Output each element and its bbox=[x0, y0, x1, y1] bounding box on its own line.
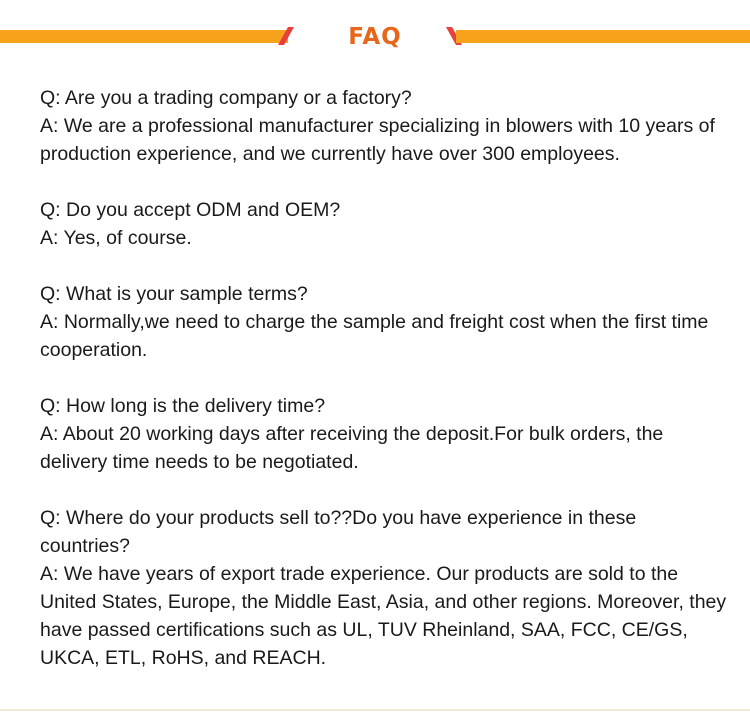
faq-answer: A: We are a professional manufacturer specializing in blowers with 10 years of production experience, and we currently have over 300 employees. bbox=[40, 115, 715, 165]
faq-header bbox=[0, 0, 750, 60]
faq-item bbox=[40, 84, 730, 168]
faq-answer: A: Normally,we need to charge the sample and freight cost when the first time cooperation. bbox=[40, 311, 709, 361]
faq-item bbox=[40, 196, 730, 252]
footer-divider bbox=[0, 709, 750, 711]
faq-item bbox=[40, 392, 730, 476]
faq-question: Q: Are you a trading company or a factory? bbox=[40, 87, 412, 109]
faq-answer: A: We have years of export trade experience. Our products are sold to the United States, Europe, the Middle East, Asia, and other regions. Moreover, they have passed certifications such as UL, TUV Rheinland, SAA, FCC, CE/GS, UKCA, ETL, RoHS, and REACH. bbox=[40, 563, 727, 669]
faq-answer: A: Yes, of course. bbox=[40, 227, 192, 249]
faq-question: Q: How long is the delivery time? bbox=[40, 395, 326, 417]
faq-question: Q: Where do your products sell to??Do you have experience in these countries? bbox=[40, 507, 637, 557]
faq-question: Q: Do you accept ODM and OEM? bbox=[40, 199, 341, 221]
faq-answer: A: About 20 working days after receiving the deposit.For bulk orders, the delivery time needs to be negotiated. bbox=[40, 423, 664, 473]
faq-list bbox=[40, 84, 730, 700]
faq-item bbox=[40, 280, 730, 364]
faq-item bbox=[40, 504, 730, 672]
header-bar-right bbox=[456, 30, 750, 43]
page-title: FAQ bbox=[348, 24, 402, 50]
faq-question: Q: What is your sample terms? bbox=[40, 283, 308, 305]
